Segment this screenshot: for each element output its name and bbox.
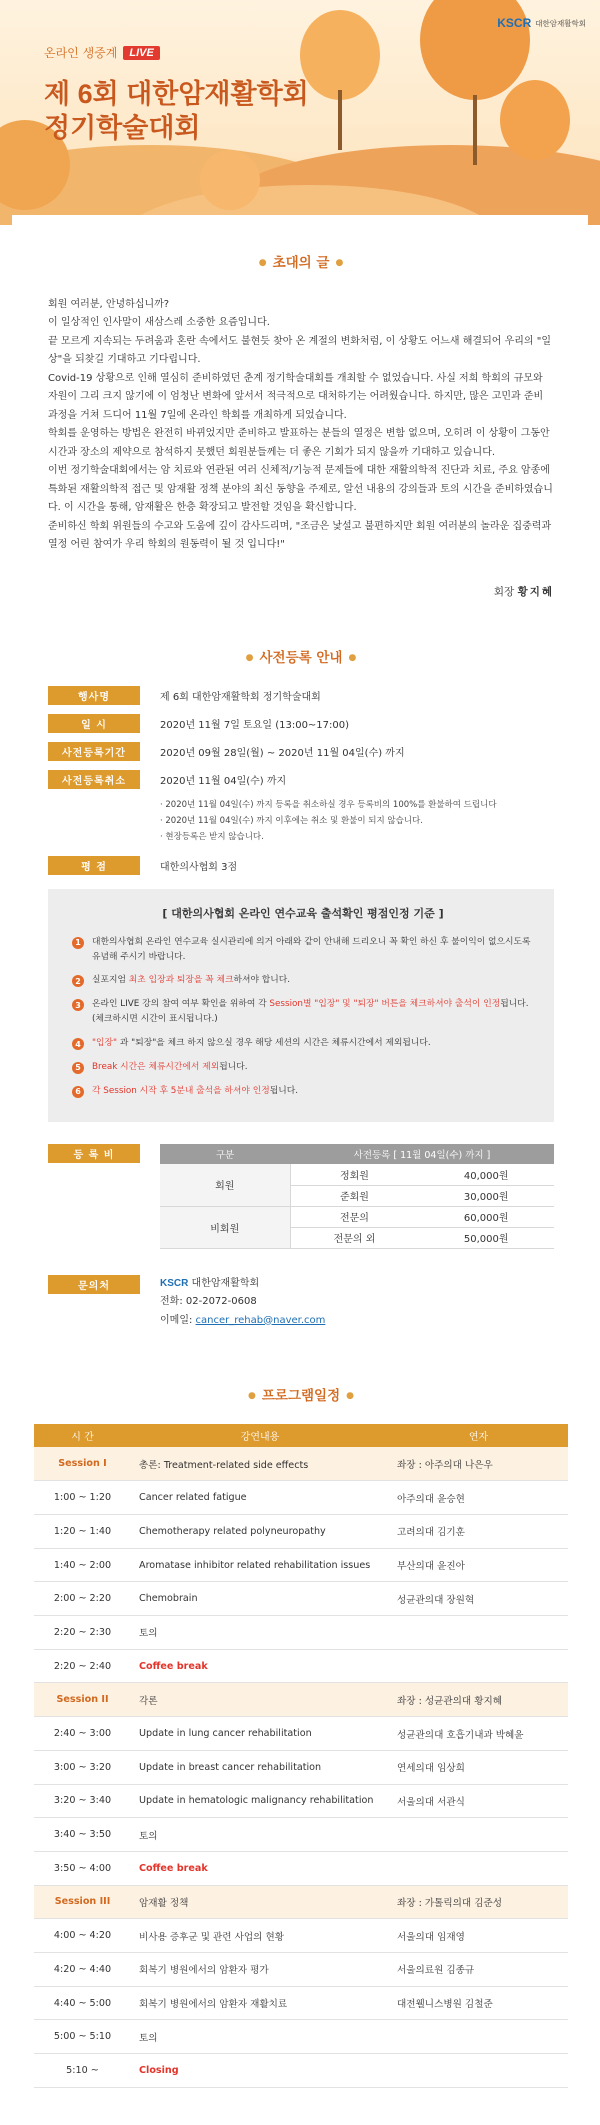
fee-amount: 60,000원 (418, 1206, 554, 1227)
program-topic: 암재활 정책 (131, 1885, 389, 1919)
title-line1: 제 6회 대한암재활학회 (44, 79, 309, 109)
greeting-title: ● 초대의 글 ● (258, 255, 344, 271)
program-topic: Cancer related fatigue (131, 1481, 389, 1515)
greeting-paragraph: 회원 여러분, 안녕하십니까? (48, 298, 170, 310)
logo-text: 대한암재활학회 (535, 18, 586, 28)
program-time: 2:20 ~ 2:40 (34, 1649, 131, 1683)
program-row (34, 1952, 568, 1986)
tree-decoration (500, 80, 570, 160)
program-header-speaker: 연자 (389, 1424, 568, 1447)
fee-row (48, 1144, 554, 1249)
header-banner (0, 0, 600, 225)
program-topic: Chemotherapy related polyneuropathy (131, 1515, 389, 1549)
greeting-paragraph: Covid-19 상황으로 인해 열심히 준비하였던 춘계 정기학술대회를 개최할 수 없었습니다. 사실 저희 학회의 규모와 자원이 그리 크지 않기에 이 엄청난 변화에 앞서서 적극적으로 대처하기는 어려웠습니다. 하지만, 많은 고민과 준비 과정을 거쳐 드디어 11월 7일에 온라인 학회를 개최하게 되었습니다. (48, 372, 544, 421)
note-line: · 현장등록은 받지 않습니다. (160, 831, 264, 842)
kscr-logo (497, 16, 586, 30)
fee-type: 전문의 (290, 1206, 418, 1227)
dot-icon: ● (348, 653, 357, 664)
info-value: 2020년 09월 28일(월) ~ 2020년 11월 04일(수) 까지 (160, 748, 405, 760)
sign-name: 황지혜 (517, 585, 554, 598)
program-time: 3:20 ~ 3:40 (34, 1784, 131, 1818)
sign-role: 회장 (493, 585, 515, 598)
fee-group: 회원 (160, 1164, 290, 1206)
signature (48, 583, 554, 602)
info-label: 사전등록취소 (48, 770, 140, 789)
program-time: Session III (34, 1885, 131, 1919)
program-time: 2:00 ~ 2:20 (34, 1582, 131, 1616)
program-topic: 회복기 병원에서의 암환자 재활치료 (131, 1986, 389, 2020)
number-badge-icon: 5 (72, 1062, 84, 1074)
program-time: 4:20 ~ 4:40 (34, 1952, 131, 1986)
info-row (48, 742, 554, 761)
program-time: 1:40 ~ 2:00 (34, 1548, 131, 1582)
info-row (48, 856, 554, 875)
program-section (12, 1354, 588, 2088)
program-time: Session I (34, 1447, 131, 1481)
program-speaker (389, 1851, 568, 1885)
number-badge-icon: 2 (72, 975, 84, 987)
greeting-paragraph: 이 일상적인 인사말이 새삼스레 소중한 요즘입니다. (48, 317, 270, 329)
fee-type: 준회원 (290, 1185, 418, 1206)
note-line: · 2020년 11월 04일(수) 까지 이후에는 취소 및 환불이 되지 않습니다. (160, 816, 423, 827)
program-speaker (389, 1649, 568, 1683)
program-speaker: 좌장 : 가톨릭의대 김준성 (389, 1885, 568, 1919)
program-topic: Coffee break (131, 1851, 389, 1885)
contact-phone: 전화: 02-2072-0608 (160, 1296, 257, 1308)
program-topic: 토의 (131, 1818, 389, 1852)
program-row (34, 1750, 568, 1784)
info-label: 사전등록기간 (48, 742, 140, 761)
contact-email-line (160, 1312, 325, 1331)
number-badge-icon: 1 (72, 937, 84, 949)
program-topic: 각론 (131, 1683, 389, 1717)
info-value: 2020년 11월 04일(수) 까지 (160, 776, 287, 788)
number-badge-icon: 4 (72, 1038, 84, 1050)
program-speaker (389, 1818, 568, 1852)
credit-item (72, 935, 534, 965)
program-header-time: 시 간 (34, 1424, 131, 1447)
email-prefix: 이메일: (160, 1314, 196, 1326)
registration-section (12, 622, 588, 1354)
program-row (34, 1515, 568, 1549)
program-speaker: 서울의대 서관식 (389, 1784, 568, 1818)
program-topic: Update in lung cancer rehabilitation (131, 1717, 389, 1751)
live-label: 온라인 생중계 (44, 46, 118, 60)
fee-table (160, 1144, 554, 1249)
contact-label: 문의처 (48, 1275, 140, 1294)
credit-text: "입장" 과 "퇴장"을 체크 하지 않으실 경우 해당 세션의 시간은 체류시간에서 제외됩니다. (92, 1038, 431, 1049)
program-row (34, 1919, 568, 1953)
program-topic: Closing (131, 2054, 389, 2088)
greeting-paragraph: 학회를 운영하는 방법은 완전히 바뀌었지만 준비하고 발표하는 분들의 열정은 변함 없으며, 오히려 이 상황이 그동안 시간과 장소의 제약으로 참석하지 못했던 회원분들께는 더 좋은 기회가 되지 않을까 기대하고 있습니다. (48, 428, 550, 458)
fee-table-row (160, 1206, 554, 1227)
program-row (34, 1717, 568, 1751)
program-time: 4:00 ~ 4:20 (34, 1919, 131, 1953)
note-line: · 2020년 11월 04일(수) 까지 등록을 취소하실 경우 등록비의 100%를 환불하여 드립니다 (160, 800, 497, 811)
title-line2: 정기학술대회 (44, 112, 201, 143)
dot-icon: ● (245, 653, 254, 664)
program-time: 3:50 ~ 4:00 (34, 1851, 131, 1885)
program-topic: Update in breast cancer rehabilitation (131, 1750, 389, 1784)
content-card (12, 215, 588, 2088)
program-row (34, 2054, 568, 2088)
dot-icon: ● (248, 1391, 256, 1402)
credit-item (72, 1036, 534, 1051)
program-time: 5:00 ~ 5:10 (34, 2020, 131, 2054)
fee-header-group: 구분 (160, 1144, 290, 1164)
program-speaker: 서울의대 임재영 (389, 1919, 568, 1953)
program-row (34, 1548, 568, 1582)
program-topic: 비사용 증후군 및 관련 사업의 현황 (131, 1919, 389, 1953)
program-time: Session II (34, 1683, 131, 1717)
fee-label: 등 록 비 (48, 1144, 140, 1163)
org-logo-mark: KSCR (160, 1277, 189, 1289)
live-row (44, 44, 160, 61)
session-row (34, 1885, 568, 1919)
live-badge: LIVE (123, 46, 159, 60)
tree-decoration (300, 10, 380, 100)
program-row (34, 1851, 568, 1885)
program-speaker: 좌장 : 성균관의대 황지혜 (389, 1683, 568, 1717)
program-speaker: 고려의대 김기훈 (389, 1515, 568, 1549)
program-table (34, 1424, 568, 2088)
email-link[interactable]: cancer_rehab@naver.com (195, 1314, 326, 1326)
tree-decoration (420, 0, 530, 100)
info-value: 대한의사협회 3점 (160, 861, 238, 873)
info-row (48, 714, 554, 733)
dot-icon: ● (335, 257, 344, 268)
program-topic: 총론: Treatment-related side effects (131, 1447, 389, 1481)
greeting-section (12, 215, 588, 622)
info-row (48, 686, 554, 705)
logo-mark: KSCR (497, 16, 532, 30)
contact-org (160, 1275, 325, 1294)
credit-text: 온라인 LIVE 강의 참여 여부 확인을 위하여 각 Session별 "입장" 및 "퇴장" 버튼을 체크하셔야 출석이 인정됩니다. (체크하시면 시간이 표시됩니다.) (92, 999, 529, 1025)
program-topic: 토의 (131, 2020, 389, 2054)
trunk-decoration (338, 90, 342, 150)
fee-table-row (160, 1164, 554, 1185)
credit-text: 각 Session 시작 후 5분내 출석을 하셔야 인정됩니다. (92, 1086, 299, 1097)
credit-text: 실포지엄 최초 입장과 퇴장을 꼭 체크하셔야 합니다. (92, 975, 291, 986)
program-speaker (389, 2054, 568, 2088)
program-time: 2:40 ~ 3:00 (34, 1717, 131, 1751)
info-value: 2020년 11월 7일 토요일 (13:00~17:00) (160, 720, 350, 732)
session-row (34, 1447, 568, 1481)
number-badge-icon: 3 (72, 999, 84, 1011)
contact-row (48, 1275, 554, 1345)
fee-type: 전문의 외 (290, 1227, 418, 1248)
credit-item (72, 1060, 534, 1075)
program-speaker: 아주의대 윤승현 (389, 1481, 568, 1515)
program-topic: Coffee break (131, 1649, 389, 1683)
program-speaker: 대전웰니스병원 김철준 (389, 1986, 568, 2020)
org-name: 대한암재활학회 (191, 1277, 260, 1289)
program-speaker: 성균관의대 호흡기내과 박혜윤 (389, 1717, 568, 1751)
program-row (34, 1649, 568, 1683)
program-speaker: 성균관의대 장원혁 (389, 1582, 568, 1616)
registration-title: ● 사전등록 안내 ● (245, 650, 357, 667)
program-topic: Aromatase inhibitor related rehabilitation issues (131, 1548, 389, 1582)
program-row (34, 1986, 568, 2020)
program-topic: Chemobrain (131, 1582, 389, 1616)
dot-icon: ● (258, 257, 267, 268)
program-time: 1:20 ~ 1:40 (34, 1515, 131, 1549)
program-speaker (389, 1616, 568, 1650)
program-row (34, 1616, 568, 1650)
page-title (44, 78, 309, 146)
credit-text: Break 시간은 체류시간에서 제외됩니다. (92, 1062, 248, 1073)
fee-type: 정회원 (290, 1164, 418, 1185)
program-speaker: 부산의대 윤진아 (389, 1548, 568, 1582)
credit-item (72, 973, 534, 988)
tree-decoration (200, 150, 260, 210)
info-label: 행사명 (48, 686, 140, 705)
info-value: 제 6회 대한암재활학회 정기학술대회 (160, 692, 321, 704)
program-title: ● 프로그램일정 ● (248, 1388, 354, 1405)
program-time: 3:00 ~ 3:20 (34, 1750, 131, 1784)
program-speaker: 좌장 : 아주의대 나은우 (389, 1447, 568, 1481)
credit-item (72, 997, 534, 1027)
program-time: 5:10 ~ (34, 2054, 131, 2088)
program-row (34, 1582, 568, 1616)
credit-list (72, 935, 534, 1100)
greeting-paragraph: 끝 모르게 지속되는 두려움과 혼란 속에서도 불현듯 찾아 온 계절의 변화처럼, 이 상황도 어느새 해결되어 우리의 "일상"을 되찾길 기대하고 기다립니다. (48, 335, 551, 366)
program-time: 3:40 ~ 3:50 (34, 1818, 131, 1852)
trunk-decoration (473, 95, 477, 165)
program-row (34, 1818, 568, 1852)
fee-amount: 30,000원 (418, 1185, 554, 1206)
fee-amount: 40,000원 (418, 1164, 554, 1185)
session-row (34, 1683, 568, 1717)
program-row (34, 1481, 568, 1515)
dot-icon: ● (346, 1391, 354, 1402)
fee-header-fee: 사전등록 [ 11월 04일(수) 까지 ] (290, 1144, 554, 1164)
program-topic: 토의 (131, 1616, 389, 1650)
cancel-notes (160, 798, 554, 845)
credit-criteria-box (48, 889, 554, 1123)
number-badge-icon: 6 (72, 1086, 84, 1098)
program-topic: Update in hematologic malignancy rehabilitation (131, 1784, 389, 1818)
credit-item (72, 1084, 534, 1099)
fee-group: 비회원 (160, 1206, 290, 1248)
fee-amount: 50,000원 (418, 1227, 554, 1248)
program-time: 1:00 ~ 1:20 (34, 1481, 131, 1515)
info-label: 일 시 (48, 714, 140, 733)
credit-title: [ 대한의사협회 온라인 연수교육 출석확인 평점인정 기준 ] (162, 906, 444, 920)
contact-info (140, 1275, 325, 1331)
greeting-paragraph: 준비하신 학회 위원들의 수고와 도움에 깊이 감사드리며, "조금은 낯설고 불편하지만 회원 여러분의 놀라운 집중력과 열정 어린 참여가 우리 학회의 원동력이 될 것 입니다!" (48, 520, 552, 551)
program-time: 4:40 ~ 5:00 (34, 1986, 131, 2020)
program-speaker: 연세의대 임상희 (389, 1750, 568, 1784)
program-row (34, 2020, 568, 2054)
program-time: 2:20 ~ 2:30 (34, 1616, 131, 1650)
program-speaker (389, 2020, 568, 2054)
program-header-topic: 강연내용 (131, 1424, 389, 1447)
info-row (48, 770, 554, 789)
program-speaker: 서울의료원 김종규 (389, 1952, 568, 1986)
program-topic: 회복기 병원에서의 암환자 평가 (131, 1952, 389, 1986)
credit-text: 대한의사협회 온라인 연수교육 실시관리에 의거 아래와 같이 안내해 드리오니 꼭 확인 하신 후 불이익이 없으시도록 유념해 주시기 바랍니다. (92, 936, 531, 962)
program-row (34, 1784, 568, 1818)
info-label: 평 점 (48, 856, 140, 875)
greeting-paragraph: 이번 정기학술대회에서는 암 치료와 연관된 여러 신체적/기능적 문제들에 대한 재활의학적 진단과 치료, 주요 암종에 특화된 재활의학적 접근 및 암재활 정책 분야의 최신 동향을 주제로, 알선 내용의 강의들과 토의 시간을 준비하였습니다. 이 시간을 통해, 암재활은 한층 확장되고 발전할 것임을 확신합니다. (48, 465, 553, 514)
